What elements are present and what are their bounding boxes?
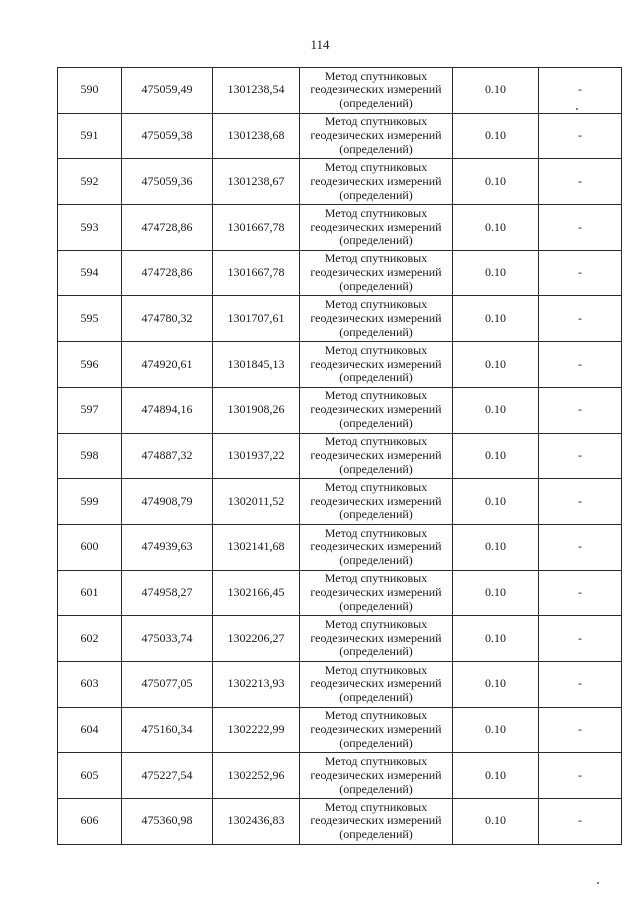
x-coordinate-cell: 475160,34 [122,707,213,753]
y-coordinate-cell: 1301845,13 [213,342,300,388]
y-coordinate-cell: 1302206,27 [213,616,300,662]
description-cell: - [539,250,622,296]
scan-speck [576,108,578,110]
description-cell: - [539,799,622,845]
table-row [58,68,622,114]
accuracy-cell: 0.10 [453,479,539,525]
method-line: (определений) [339,278,413,293]
accuracy-cell: 0.10 [453,799,539,845]
point-number-cell: 597 [58,387,122,433]
y-coordinate-cell: 1302166,45 [213,570,300,616]
method-cell [300,205,453,251]
method-cell [300,799,453,845]
x-coordinate-cell: 474728,86 [122,250,213,296]
method-line: геодезических измерений [310,310,442,325]
y-coordinate-cell: 1302213,93 [213,661,300,707]
accuracy-cell: 0.10 [453,113,539,159]
method-line: (определений) [339,370,413,385]
accuracy-cell: 0.10 [453,205,539,251]
method-line: (определений) [339,598,413,613]
table-row [58,433,622,479]
method-line: Метод спутниковых [324,753,428,768]
y-coordinate-cell: 1301667,78 [213,250,300,296]
method-line: геодезических измерений [310,402,442,417]
y-coordinate-cell: 1302141,68 [213,524,300,570]
x-coordinate-cell: 474920,61 [122,342,213,388]
table-row [58,387,622,433]
x-coordinate-cell: 474894,16 [122,387,213,433]
accuracy-cell: 0.10 [453,753,539,799]
description-cell: - [539,205,622,251]
x-coordinate-cell: 474958,27 [122,570,213,616]
y-coordinate-cell: 1301238,67 [213,159,300,205]
method-line: (определений) [339,690,413,705]
point-number-cell: 592 [58,159,122,205]
table-row [58,524,622,570]
accuracy-cell: 0.10 [453,661,539,707]
method-line: геодезических измерений [310,767,442,782]
point-number-cell: 606 [58,799,122,845]
accuracy-cell: 0.10 [453,342,539,388]
table-row [58,570,622,616]
method-line: Метод спутниковых [324,479,428,494]
y-coordinate-cell: 1301667,78 [213,205,300,251]
method-line: (определений) [339,781,413,796]
table-row [58,799,622,845]
method-line: Метод спутниковых [324,297,428,312]
table-row [58,250,622,296]
method-line: Метод спутниковых [324,388,428,403]
y-coordinate-cell: 1302436,83 [213,799,300,845]
method-line: геодезических измерений [310,539,442,554]
y-coordinate-cell: 1301707,61 [213,296,300,342]
method-line: (определений) [339,324,413,339]
table-row [58,661,622,707]
description-cell: - [539,524,622,570]
method-line: Метод спутниковых [324,571,428,586]
point-number-cell: 594 [58,250,122,296]
method-cell [300,479,453,525]
method-line: Метод спутниковых [324,160,428,175]
method-line: Метод спутниковых [324,114,428,129]
method-cell [300,342,453,388]
accuracy-cell: 0.10 [453,296,539,342]
method-cell [300,570,453,616]
method-line: (определений) [339,553,413,568]
x-coordinate-cell: 474887,32 [122,433,213,479]
table-row [58,479,622,525]
table-row [58,753,622,799]
coordinates-table [57,67,622,845]
x-coordinate-cell: 475059,38 [122,113,213,159]
accuracy-cell: 0.10 [453,250,539,296]
description-cell: - [539,570,622,616]
method-line: Метод спутниковых [324,251,428,266]
method-line: (определений) [339,233,413,248]
method-line: Метод спутниковых [324,525,428,540]
accuracy-cell: 0.10 [453,616,539,662]
method-line: геодезических измерений [310,265,442,280]
coordinates-table-body [58,68,622,845]
method-line: (определений) [339,187,413,202]
description-cell: - [539,387,622,433]
method-line: Метод спутниковых [324,342,428,357]
accuracy-cell: 0.10 [453,524,539,570]
method-cell [300,616,453,662]
method-line: геодезических измерений [310,493,442,508]
description-cell: - [539,68,622,114]
method-cell [300,250,453,296]
y-coordinate-cell: 1301937,22 [213,433,300,479]
description-cell: - [539,342,622,388]
point-number-cell: 602 [58,616,122,662]
method-line: Метод спутниковых [324,662,428,677]
method-line: геодезических измерений [310,813,442,828]
description-cell: - [539,479,622,525]
accuracy-cell: 0.10 [453,570,539,616]
method-line: (определений) [339,507,413,522]
scan-speck [597,882,599,884]
point-number-cell: 603 [58,661,122,707]
table-row [58,159,622,205]
table-row [58,296,622,342]
method-line: геодезических измерений [310,356,442,371]
x-coordinate-cell: 475077,05 [122,661,213,707]
method-line: (определений) [339,827,413,842]
y-coordinate-cell: 1302011,52 [213,479,300,525]
method-cell [300,661,453,707]
accuracy-cell: 0.10 [453,707,539,753]
point-number-cell: 604 [58,707,122,753]
point-number-cell: 595 [58,296,122,342]
method-line: геодезических измерений [310,676,442,691]
y-coordinate-cell: 1302222,99 [213,707,300,753]
x-coordinate-cell: 475033,74 [122,616,213,662]
table-row [58,113,622,159]
method-cell [300,68,453,114]
x-coordinate-cell: 474728,86 [122,205,213,251]
method-cell [300,113,453,159]
method-cell [300,707,453,753]
x-coordinate-cell: 474780,32 [122,296,213,342]
description-cell: - [539,661,622,707]
method-line: геодезических измерений [310,128,442,143]
method-cell [300,753,453,799]
table-row [58,616,622,662]
method-line: геодезических измерений [310,630,442,645]
method-cell [300,296,453,342]
method-line: геодезических измерений [310,585,442,599]
x-coordinate-cell: 475059,49 [122,68,213,114]
description-cell: - [539,753,622,799]
point-number-cell: 601 [58,570,122,616]
method-cell [300,387,453,433]
method-line: геодезических измерений [310,219,442,234]
description-cell: - [539,616,622,662]
description-cell: - [539,159,622,205]
point-number-cell: 599 [58,479,122,525]
y-coordinate-cell: 1302252,96 [213,753,300,799]
point-number-cell: 598 [58,433,122,479]
description-cell: - [539,296,622,342]
x-coordinate-cell: 475059,36 [122,159,213,205]
x-coordinate-cell: 474908,79 [122,479,213,525]
x-coordinate-cell: 474939,63 [122,524,213,570]
method-line: (определений) [339,96,413,111]
method-line: Метод спутниковых [324,616,428,631]
point-number-cell: 605 [58,753,122,799]
method-line: Метод спутниковых [324,434,428,449]
description-cell: - [539,707,622,753]
y-coordinate-cell: 1301908,26 [213,387,300,433]
description-cell: - [539,433,622,479]
method-line: (определений) [339,416,413,431]
point-number-cell: 591 [58,113,122,159]
method-cell [300,159,453,205]
method-line: (определений) [339,461,413,476]
x-coordinate-cell: 475360,98 [122,799,213,845]
method-cell [300,433,453,479]
point-number-cell: 590 [58,68,122,114]
method-line: Метод спутниковых [324,68,428,83]
method-line: Метод спутниковых [324,708,428,723]
accuracy-cell: 0.10 [453,433,539,479]
y-coordinate-cell: 1301238,68 [213,113,300,159]
method-line: геодезических измерений [310,82,442,97]
method-line: геодезических измерений [310,447,442,462]
method-cell [300,524,453,570]
accuracy-cell: 0.10 [453,387,539,433]
point-number-cell: 593 [58,205,122,251]
point-number-cell: 600 [58,524,122,570]
y-coordinate-cell: 1301238,54 [213,68,300,114]
method-line: Метод спутниковых [324,205,428,220]
method-line: (определений) [339,735,413,750]
table-row [58,342,622,388]
description-cell: - [539,113,622,159]
accuracy-cell: 0.10 [453,68,539,114]
accuracy-cell: 0.10 [453,159,539,205]
method-line: геодезических измерений [310,722,442,737]
point-number-cell: 596 [58,342,122,388]
x-coordinate-cell: 475227,54 [122,753,213,799]
method-line: Метод спутниковых [324,799,428,814]
method-line: геодезических измерений [310,173,442,188]
method-line: (определений) [339,644,413,659]
table-row [58,205,622,251]
table-row [58,707,622,753]
method-line: (определений) [339,141,413,156]
page-number: 114 [310,37,330,52]
